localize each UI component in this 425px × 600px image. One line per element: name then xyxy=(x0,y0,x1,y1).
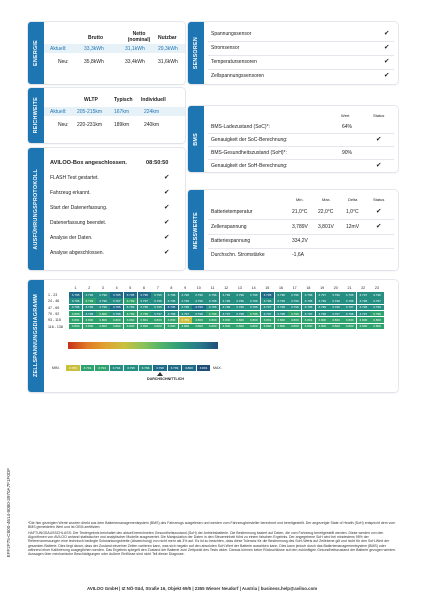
reichweite-side-label: REICHWEITE xyxy=(28,88,44,143)
heatmap-cell: 3.796 xyxy=(124,305,137,311)
column-number: 16 xyxy=(279,286,283,290)
energie-neu-nutzbar: 31,6kWh xyxy=(158,59,178,65)
heatmap-cell: 3.796 xyxy=(151,305,164,311)
column-number: 23 xyxy=(374,286,379,290)
heatmap-cell: 3.796 xyxy=(275,298,288,304)
heatmap-cell: 3.796 xyxy=(151,298,164,304)
bms-soc-value: 64% xyxy=(342,124,353,130)
check-icon: ✔ xyxy=(384,72,390,79)
heatmap-cell: 3.795 xyxy=(110,305,123,311)
heatmap-cell: 3.796 xyxy=(138,305,151,311)
heatmap-cell: 3.800 xyxy=(110,317,123,323)
protokoll-item-3: Start der Datenerfassung. xyxy=(50,205,108,211)
sensor-item-4: Zellspannungssensoren xyxy=(211,73,265,79)
reichweite-aktuell-wltp: 205-215km xyxy=(77,109,103,115)
bms-soh-label: BMS-Gesundheitszustand (SoH)*: xyxy=(211,150,287,156)
heatmap-cell: 3.796 xyxy=(357,305,370,311)
column-number: 17 xyxy=(292,286,297,290)
heatmap-cell: 3.800 xyxy=(329,324,342,330)
heatmap-cell: 3.796 xyxy=(96,298,109,304)
heatmap-cell: 3.796 xyxy=(233,305,246,311)
heatmap-cell: 3.799 xyxy=(138,311,151,317)
column-number: 9 xyxy=(184,286,187,290)
heatmap-cell: 3.800 xyxy=(69,324,82,330)
heatmap-cell: 3.798 xyxy=(316,311,329,317)
average-label: DURCHSCHNITTLICH xyxy=(147,377,184,381)
heatmap-cell: 3.799 xyxy=(124,311,137,317)
heatmap-cell: 3.797 xyxy=(329,311,342,317)
heatmap-cell: 3.799 xyxy=(247,311,260,317)
heatmap-cell: 3.800 xyxy=(288,324,301,330)
heatmap-cell: 3.798 xyxy=(329,298,342,304)
heatmap-cell: 3.800 xyxy=(96,324,109,330)
heatmap-cell: 3.800 xyxy=(247,317,260,323)
heatmap-cell: 3.800 xyxy=(192,324,205,330)
heatmap-cell: 3.795 xyxy=(124,292,137,298)
heatmap-cell: 3.795 xyxy=(138,292,151,298)
heatmap-cell: 3.798 xyxy=(165,311,178,317)
protokoll-header: AVILOO-Box angeschlossen. xyxy=(50,160,127,166)
heatmap-cell: 3.800 xyxy=(151,317,164,323)
heatmap-cell: 3.800 xyxy=(83,324,96,330)
heatmap-cell: 3.800 xyxy=(247,324,260,330)
reichweite-row-aktuell-label: Aktuell: xyxy=(50,109,67,115)
check-icon: ✔ xyxy=(164,189,170,196)
column-number: 4 xyxy=(115,286,118,290)
messwerte-col-min: Min. xyxy=(296,197,304,202)
protokoll-item-5: Analyse der Daten. xyxy=(50,235,93,241)
cell-voltage-heatmap xyxy=(28,280,398,392)
heatmap-cell: 3.796 xyxy=(220,298,233,304)
heatmap-cell: 3.796 xyxy=(288,305,301,311)
heatmap-cell: 3.800 xyxy=(206,317,219,323)
heatmap-cell: 3.797 xyxy=(343,305,356,311)
energie-col-nutzbar: Nutzbar xyxy=(158,35,177,41)
heatmap-cell: 3.801 xyxy=(138,317,151,323)
column-number: 3 xyxy=(101,286,104,290)
heatmap-cell: 3.789 xyxy=(179,317,192,323)
energie-neu-netto: 33,4kWh xyxy=(125,59,145,65)
heatmap-cell: 3.799 xyxy=(370,311,383,317)
heatmap-cell: 3.796 xyxy=(247,292,260,298)
messwerte-col-max: Max. xyxy=(322,197,331,202)
messwerte-zell-max: 3,801V xyxy=(318,224,334,230)
reichweite-row-neu-label: Neu: xyxy=(58,122,69,128)
heatmap-cell: 3.796 xyxy=(316,298,329,304)
heatmap-cell: 3.796 xyxy=(302,305,315,311)
protokoll-side-label: AUSFÜHRUNGSPROTOKOLL xyxy=(28,148,44,270)
heatmap-cell: 3.800 xyxy=(288,317,301,323)
heatmap-cell: 3.796 xyxy=(343,298,356,304)
energie-neu-brutto: 35,8kWh xyxy=(84,59,104,65)
column-number: 6 xyxy=(143,286,145,290)
heatmap-cell: 3.796 xyxy=(247,298,260,304)
heatmap-cell: 3.797 xyxy=(220,311,233,317)
heatmap-cell: 3.800 xyxy=(370,324,383,330)
reichweite-aktuell-individuell: 224km xyxy=(144,109,160,115)
messwerte-zell-label: Zellenspannung xyxy=(211,224,247,230)
scale-swatch: 3.794 xyxy=(110,365,124,371)
heatmap-cell: 3.798 xyxy=(233,311,246,317)
sensor-item-2: Stromsensor xyxy=(211,45,240,51)
heatmap-cell: 3.796 xyxy=(343,292,356,298)
row-label: 1 - 23 xyxy=(48,293,58,297)
sensor-item-1: Spannungssensor xyxy=(211,31,252,37)
average-marker-icon xyxy=(157,372,163,376)
column-number: 2 xyxy=(88,286,91,290)
scale-swatch: 3.801 xyxy=(197,365,211,371)
energie-card xyxy=(28,22,185,84)
heatmap-cell: 3.797 xyxy=(110,298,123,304)
reichweite-col-wltp: WLTP xyxy=(84,97,98,103)
reichweite-card xyxy=(28,88,185,143)
heatmap-cell: 3.795 xyxy=(69,292,82,298)
heatmap-cell: 3.796 xyxy=(233,298,246,304)
heatmap-cell: 3.797 xyxy=(357,311,370,317)
energie-aktuell-netto: 31,1kWh xyxy=(125,46,145,52)
heatmap-cell: 3.801 xyxy=(69,317,82,323)
heatmap-cell: 3.796 xyxy=(261,298,274,304)
heatmap-cell: 3.796 xyxy=(165,298,178,304)
heatmap-cell: 3.800 xyxy=(233,324,246,330)
heatmap-cell: 3.797 xyxy=(179,311,192,317)
heatmap-cell: 3.796 xyxy=(220,292,233,298)
check-icon: ✔ xyxy=(384,30,390,37)
messwerte-card xyxy=(188,190,398,270)
column-number: 5 xyxy=(129,286,132,290)
heatmap-cell: 3.801 xyxy=(261,317,274,323)
voltage-color-gradient xyxy=(68,342,218,349)
check-icon: ✔ xyxy=(376,136,382,143)
column-number: 21 xyxy=(347,286,352,290)
heatmap-cell: 3.798 xyxy=(275,311,288,317)
heatmap-cell: 3.799 xyxy=(124,298,137,304)
protokoll-card xyxy=(28,148,185,270)
row-label: 70 - 92 xyxy=(48,311,60,316)
check-icon: ✔ xyxy=(164,249,170,256)
report-id-code: EFF2F75-C800-4614-8080-3970A7F1F0DF xyxy=(6,468,11,558)
heatmap-cell: 3.796 xyxy=(329,305,342,311)
column-number: 10 xyxy=(196,286,201,290)
footnote-bms: *Die hier gezeigten Werte wurden direkt aus dem Batteriemanagementsystem (BMS) des Fahrzeugs ausgelesen und werden vom Fahrzeughersteller berechnet und bereitgestellt. Der angezeigte State of Health (SoH) entspricht dem vom BMS gemeldeten Wert und ist OEM-zertifiziert. xyxy=(28,521,396,530)
heatmap-cell: 3.800 xyxy=(220,324,233,330)
heatmap-cell: 3.796 xyxy=(275,305,288,311)
heatmap-cell: 3.800 xyxy=(302,324,315,330)
zellspannung-card xyxy=(28,280,398,392)
heatmap-cell: 3.796 xyxy=(179,305,192,311)
scale-swatch: 3.793 xyxy=(95,365,109,371)
heatmap-cell: 3.796 xyxy=(288,298,301,304)
check-icon: ✔ xyxy=(376,162,382,169)
messwerte-strom-label: Durchschn. Stromstärke xyxy=(211,252,265,258)
protokoll-item-2: Fahrzeug erkannt. xyxy=(50,190,91,196)
heatmap-cell: 3.800 xyxy=(124,317,137,323)
heatmap-cell: 3.799 xyxy=(288,311,301,317)
check-icon: ✔ xyxy=(384,58,390,65)
heatmap-cell: 3.795 xyxy=(261,292,274,298)
sensoren-card xyxy=(188,22,398,84)
reichweite-neu-typisch: 189km xyxy=(114,122,130,128)
heatmap-cell: 3.800 xyxy=(192,317,205,323)
protokoll-item-1: FLASH Test gestartet. xyxy=(50,175,99,181)
bms-side-label: BMS xyxy=(188,106,204,172)
scale-swatch: 3.799 xyxy=(168,365,182,371)
bms-soh-value: 90% xyxy=(342,150,353,156)
heatmap-cell: 3.797 xyxy=(302,311,315,317)
energie-side-label: ENERGIE xyxy=(28,22,44,84)
heatmap-cell: 3.798 xyxy=(110,311,123,317)
messwerte-batt-label: Batteriespannung xyxy=(211,238,251,244)
scale-max-label: MAX. xyxy=(213,366,222,370)
messwerte-temp-label: Batterietemperatur xyxy=(211,209,253,215)
heatmap-cell: 3.801 xyxy=(302,317,315,323)
bms-col-status: Status xyxy=(373,113,385,118)
heatmap-cell: 3.796 xyxy=(192,292,205,298)
heatmap-cell: 3.796 xyxy=(288,292,301,298)
heatmap-cell: 3.796 xyxy=(370,292,383,298)
energie-aktuell-brutto: 33,3kWh xyxy=(84,46,104,52)
heatmap-cell: 3.796 xyxy=(69,305,82,311)
column-number: 22 xyxy=(361,286,366,290)
heatmap-cell: 3.796 xyxy=(357,298,370,304)
heatmap-cell: 3.796 xyxy=(206,292,219,298)
heatmap-cell: 3.796 xyxy=(165,292,178,298)
heatmap-cell: 3.797 xyxy=(138,298,151,304)
energie-col-brutto: Brutto xyxy=(88,35,103,41)
messwerte-col-delta: Delta xyxy=(348,197,358,202)
bms-soc-label: BMS-Ladezustand (SoC)*: xyxy=(211,124,270,130)
heatmap-cell: 3.796 xyxy=(302,292,315,298)
bms-card xyxy=(188,106,398,172)
messwerte-zell-min: 3,789V xyxy=(292,224,308,230)
heatmap-cell: 3.796 xyxy=(151,292,164,298)
heatmap-cell: 3.796 xyxy=(179,298,192,304)
bms-col-wert: Wert xyxy=(341,113,350,118)
heatmap-cell: 3.796 xyxy=(302,298,315,304)
heatmap-cell: 3.800 xyxy=(316,324,329,330)
heatmap-cell: 3.795 xyxy=(110,292,123,298)
heatmap-cell: 3.796 xyxy=(179,292,192,298)
heatmap-cell: 3.800 xyxy=(206,324,219,330)
column-number: 8 xyxy=(170,286,173,290)
heatmap-cell: 3.796 xyxy=(370,305,383,311)
heatmap-cell: 3.796 xyxy=(96,292,109,298)
column-number: 18 xyxy=(306,286,311,290)
messwerte-strom-value: -1,6A xyxy=(292,252,304,258)
heatmap-cell: 3.800 xyxy=(151,324,164,330)
heatmap-cell: 3.796 xyxy=(275,292,288,298)
scale-swatch: 3.789 xyxy=(66,365,80,371)
scale-swatch: 3.800 xyxy=(182,365,196,371)
check-icon: ✔ xyxy=(164,219,170,226)
heatmap-cell: 3.798 xyxy=(192,311,205,317)
heatmap-cell: 3.797 xyxy=(151,311,164,317)
heatmap-cell: 3.800 xyxy=(275,324,288,330)
messwerte-batt-value: 334,2V xyxy=(292,238,308,244)
heatmap-cell: 3.797 xyxy=(261,305,274,311)
scale-swatch: 3.798 xyxy=(153,365,167,371)
heatmap-cell: 3.800 xyxy=(179,324,192,330)
row-label: 93 - 115 xyxy=(48,318,61,323)
heatmap-cell: 3.800 xyxy=(124,324,137,330)
heatmap-cell: 3.800 xyxy=(69,311,82,317)
protokoll-item-4: Datenerfassung beendet. xyxy=(50,220,107,226)
heatmap-cell: 3.796 xyxy=(192,298,205,304)
energie-row-neu-label: Neu: xyxy=(58,59,69,65)
heatmap-cell: 3.800 xyxy=(316,317,329,323)
heatmap-cell: 3.800 xyxy=(165,324,178,330)
heatmap-cell: 3.800 xyxy=(357,317,370,323)
row-label: 116 - 138 xyxy=(48,324,63,329)
check-icon: ✔ xyxy=(164,174,170,181)
heatmap-cell: 3.797 xyxy=(357,292,370,298)
column-number: 19 xyxy=(320,286,325,290)
row-label: 47 - 69 xyxy=(48,305,60,310)
reichweite-col-individuell: Individuell xyxy=(141,97,166,103)
heatmap-cell: 3.797 xyxy=(261,311,274,317)
heatmap-cell: 3.796 xyxy=(206,305,219,311)
reichweite-col-typisch: Typisch xyxy=(114,97,133,103)
heatmap-cell: 3.796 xyxy=(83,292,96,298)
heatmap-cell: 3.796 xyxy=(233,292,246,298)
heatmap-cell: 3.800 xyxy=(96,311,109,317)
messwerte-side-label: MESSWERTE xyxy=(188,190,204,270)
heatmap-cell: 3.800 xyxy=(275,317,288,323)
column-number: 7 xyxy=(156,286,159,290)
heatmap-cell: 3.795 xyxy=(192,305,205,311)
column-number: 1 xyxy=(74,286,77,290)
protokoll-item-6: Analyse abgeschlossen. xyxy=(50,250,104,256)
check-icon: ✔ xyxy=(376,223,382,230)
column-number: 15 xyxy=(265,286,270,290)
heatmap-cell: 3.800 xyxy=(83,317,96,323)
heatmap-cell: 3.800 xyxy=(261,324,274,330)
heatmap-cell: 3.799 xyxy=(83,298,96,304)
bms-soh-accuracy-label: Genauigkeit der SoH-Berechnung: xyxy=(211,163,288,169)
messwerte-col-status: Status xyxy=(373,197,385,202)
reichweite-aktuell-typisch: 167km xyxy=(114,109,130,115)
heatmap-cell: 3.798 xyxy=(83,311,96,317)
check-icon: ✔ xyxy=(164,204,170,211)
row-label: 24 - 46 xyxy=(48,299,60,304)
heatmap-cell: 3.796 xyxy=(247,305,260,311)
heatmap-cell: 3.798 xyxy=(343,311,356,317)
reichweite-neu-wltp: 220-231km xyxy=(77,122,103,128)
heatmap-cell: 3.796 xyxy=(316,305,329,311)
messwerte-temp-max: 22,0°C xyxy=(318,209,334,215)
column-number: 13 xyxy=(237,286,242,290)
heatmap-cell: 3.795 xyxy=(165,305,178,311)
heatmap-cell: 3.800 xyxy=(96,317,109,323)
energie-aktuell-nutzbar: 29,3kWh xyxy=(158,46,178,52)
heatmap-cell: 3.800 xyxy=(110,324,123,330)
heatmap-cell: 3.796 xyxy=(69,298,82,304)
sensor-item-3: Temperatursensoren xyxy=(211,59,257,65)
zellspannung-side-label: ZELLSPANNUNGSDIAGRAMM xyxy=(28,280,44,392)
reichweite-neu-individuell: 240km xyxy=(144,122,160,128)
energie-row-aktuell-label: Aktuell: xyxy=(50,46,67,52)
heatmap-cell: 3.800 xyxy=(220,317,233,323)
heatmap-cell: 3.800 xyxy=(138,324,151,330)
heatmap-cell: 3.800 xyxy=(343,317,356,323)
messwerte-temp-delta: 1,0°C xyxy=(346,209,359,215)
heatmap-cell: 3.800 xyxy=(165,317,178,323)
sensoren-side-label: SENSOREN xyxy=(188,22,204,84)
heatmap-cell: 3.800 xyxy=(343,324,356,330)
scale-swatch: 3.795 xyxy=(124,365,138,371)
heatmap-cell: 3.797 xyxy=(316,292,329,298)
messwerte-temp-min: 21,0°C xyxy=(292,209,308,215)
column-number: 11 xyxy=(210,286,215,290)
heatmap-cell: 3.800 xyxy=(357,324,370,330)
bms-soc-accuracy-label: Genauigkeit der SoC-Berechnung: xyxy=(211,137,288,143)
column-number: 12 xyxy=(224,286,229,290)
heatmap-cell: 3.796 xyxy=(96,305,109,311)
heatmap-cell: 3.796 xyxy=(329,292,342,298)
heatmap-cell: 3.796 xyxy=(220,305,233,311)
check-icon: ✔ xyxy=(164,234,170,241)
scale-min-label: MIN. xyxy=(52,366,60,370)
scale-swatch: 3.796 xyxy=(139,365,153,371)
footer-company: AVILOO GmbH | IZ NÖ-Süd, Straße 16, Objekt 69/5 | 2355 Wiener Neudorf | Austria | business.help@aviloo.com xyxy=(87,586,318,591)
heatmap-cell: 3.800 xyxy=(370,317,383,323)
heatmap-cell: 3.800 xyxy=(329,317,342,323)
messwerte-zell-delta: 12mV xyxy=(346,224,360,230)
heatmap-cell: 3.796 xyxy=(83,305,96,311)
scale-swatch: 3.791 xyxy=(81,365,95,371)
column-number: 14 xyxy=(251,286,256,290)
heatmap-cell: 3.799 xyxy=(206,311,219,317)
column-number: 20 xyxy=(333,286,338,290)
energie-col-netto: Netto (nominal) xyxy=(127,31,151,43)
protokoll-header-time: 08:50:50 xyxy=(146,160,169,166)
check-icon: ✔ xyxy=(384,44,390,51)
heatmap-cell: 3.798 xyxy=(206,298,219,304)
heatmap-cell: 3.800 xyxy=(233,317,246,323)
heatmap-cell: 3.797 xyxy=(370,298,383,304)
check-icon: ✔ xyxy=(376,208,382,215)
footnote-disclaimer: HAFTUNGSAUSSCHLUSS: Der Testergebnis beinhaltet den aktuell berechneten Gesundheitszustand (SoH) der Antriebsbatterie. Die Bestimmung basiert auf Daten, die vom Fahrzeug bereitgestellt werden. Diese werden von den Algorithmen von AVILOO anhand statistischer und analytischer Modelle ausgewertet. Die Manipulation der Daten in den Steuereinheit führt zu einem falschen Ergebnis. Der angegebene SoH wird bei mindestens 95% der Referenzmessungen eine technisch bedingte Schwankungsbreite (Abweichung) von nicht mehr als 3% auf. Es ist zu beachten, dass diese Toleranz für die Bestimmung des SoH-Werts auf Zellebene gilt und nicht für den SoH-Wert der gesamten Batterie. Dies liegt daran, dass der Zustand einzelner Zellen variieren kann, was sich negativ auf den absoluten SoH-Wert der Batterie auswirken kann. Dies kann jedoch durch das Batteriemanagementsystem (BMS) oder während einer Kalibrierung ausgeglichen werden. Das Ergebnis spiegelt den Zustand der Batterie zum Zeitpunkt des Tests wider. Daraus können keine Rückschlüsse auf den zukünftigen Gesundheitszustand der Batterie gezogen werden. Aussagen über mechanische Beschädigungen oder äußere Einflüsse sind nicht Teil dieser Diagnose. xyxy=(28,531,397,557)
